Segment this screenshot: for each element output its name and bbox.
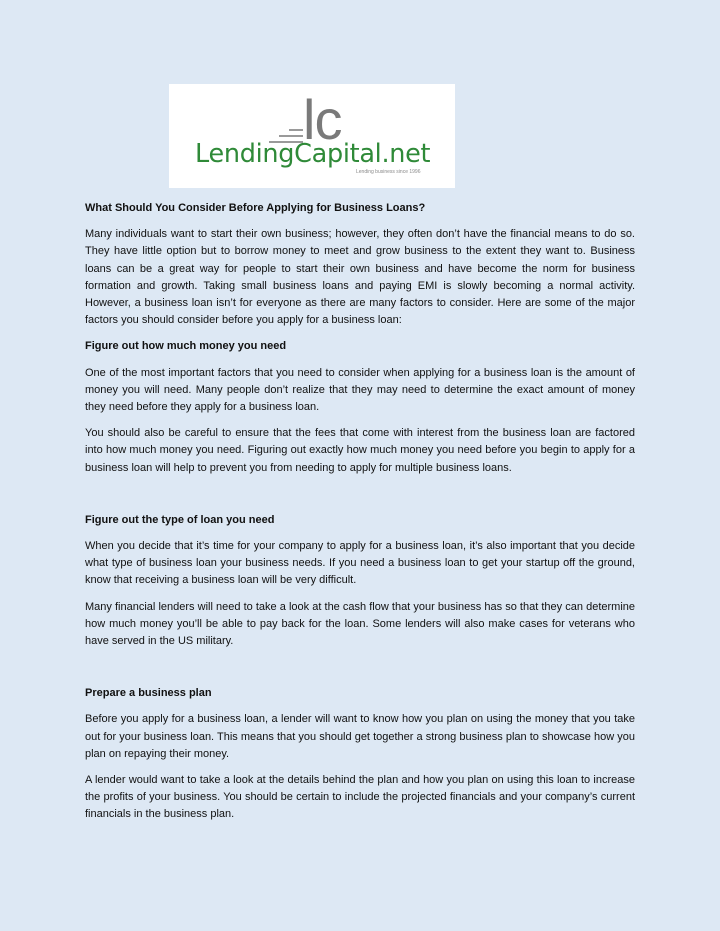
article	[85, 200, 635, 833]
section-paragraph: One of the most important factors that you need to consider when applying for a business loan is the amount of money you will need. Many people don’t realize that they may need to determine the exact amount of money they need before they apply for a business loan.	[85, 366, 635, 414]
intro-paragraph: Many individuals want to start their own business; however, they often don’t have the financial means to do so. They have little option but to borrow money to meet and grow business to the extent they want to. Business loans can be a great way for people to start their own business and have become the norm for business formation and growth. Taking small business loans and paying EMI is slowly becoming a normal activity. However, a business loan isn’t for everyone as there are many factors to consider. Here are some of the major factors you should consider before you apply for a business loan:	[85, 228, 635, 327]
section-paragraph: You should also be careful to ensure that the fees that come with interest from the business loan are factored into how much money you need. Figuring out exactly how much money you need before you begin to apply for a business loan will help to prevent you from needing to apply for multiple business loans.	[85, 427, 635, 474]
section-paragraph: Before you apply for a business loan, a lender will want to know how you plan on using the money that you take out for your business loan. This means that you should get together a strong business plan to showcase how you plan on repaying their money.	[85, 713, 635, 760]
section-spacer	[85, 486, 635, 512]
article-title: What Should You Consider Before Applying for Business Loans?	[85, 202, 426, 214]
section-paragraph: A lender would want to take a look at the details behind the plan and how you plan on using this loan to increase the profits of your business. You should be certain to include the projected financials and your company’s current financials in the business plan.	[85, 774, 635, 821]
section-spacer	[85, 659, 635, 685]
lendingcapital-logo	[169, 84, 455, 188]
section-paragraph: Many financial lenders will need to take a look at the cash flow that your business has so that they can determine how much money you’ll be able to pay back for the loan. Some lenders will also make cases for veterans who have served in the US military.	[85, 600, 635, 648]
section-paragraph: When you decide that it’s time for your company to apply for a business loan, it’s also important that you decide what type of business loan your business needs. If you need a business loan to get your startup off the ground, know that receiving a business loan will be very difficult.	[85, 540, 635, 587]
logo-name: LendingCapital.net	[195, 139, 431, 169]
section-heading-money: Figure out how much money you need	[85, 340, 287, 353]
logo-mark: lc	[303, 88, 342, 151]
section-heading-business-plan: Prepare a business plan	[85, 687, 212, 700]
section-heading-loan-type: Figure out the type of loan you need	[85, 513, 275, 526]
logo-tagline: Lending business since 1996	[356, 169, 421, 175]
